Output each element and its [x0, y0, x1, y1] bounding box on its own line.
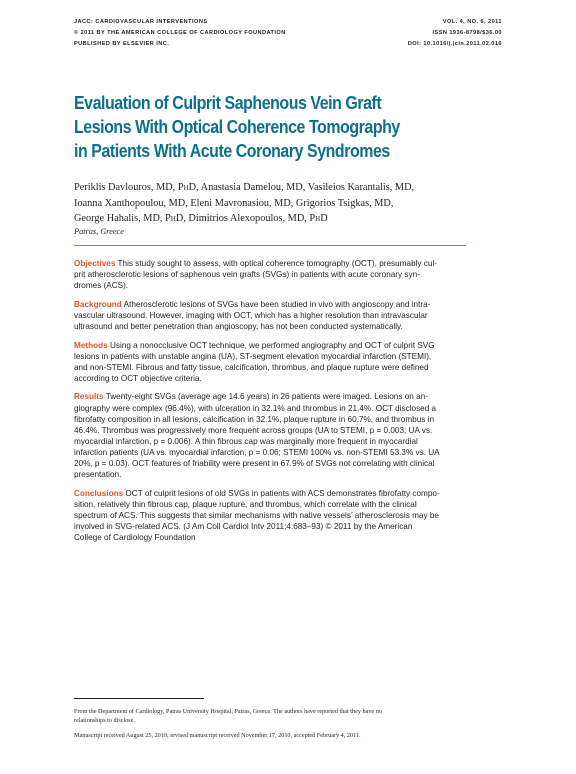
publisher-line: PUBLISHED BY ELSEVIER INC. — [74, 41, 170, 47]
title-line-3: in Patients With Acute Coronary Syndromes — [74, 140, 390, 161]
author-line-3: George Hahalis, MD, PhD, Dimitrios Alexopoulos, MD, PhD — [74, 213, 328, 225]
journal-header-left — [74, 17, 286, 50]
footnote-line-1: From the Department of Cardiology, Patras University Hospital, Patras, Greece. The authors have reported that they have no — [74, 708, 382, 715]
journal-header-right — [408, 17, 502, 50]
results-section: Results Twenty-eight SVGs (average age 14.6 years) in 26 patients were imaged. Lesions on an- giography were complex (96.4%), with ulceration in 32.1% and thrombus in 21.4%. OCT disclosed a fibrofatty composition in all lesions, calcification in 32.1%, plaque rupture in 60.7%, and thrombus in 46.4%. Thrombus was progressively more frequent across groups (UA to STEMI, p = 0.003; UA vs. myocardial infarction, p = 0.006). A thin fibrous cap was marginally more frequent in myocardial infarction patients (UA vs. myocardial infarction, p = 0.06; STEMI 100% vs. non-STEMI 53.3% vs. UA 20%, p = 0.03). OCT features of friability were present in 67.9% of SVGs not correlating with clinical presentation. — [74, 392, 440, 480]
journal-name: JACC: CARDIOVASCULAR INTERVENTIONS — [74, 19, 208, 25]
affiliation: Patras, Greece — [74, 227, 124, 236]
results-heading: Results — [74, 392, 104, 402]
article-title — [74, 91, 435, 163]
footnote-divider — [74, 698, 204, 699]
background-section: Background Atherosclerotic lesions of SVGs have been studied in vivo with angioscopy and intra- vascular ultrasound. However, imaging with OCT, which has a higher resolution than intravascular ultrasound and better penetration than angioscopy, has not been conducted systematically. — [74, 299, 431, 331]
abstract — [74, 258, 466, 551]
conclusions-heading: Conclusions — [74, 488, 124, 498]
issn-line: ISSN 1936-8798/$36.00 — [432, 30, 502, 36]
conclusions-section: Conclusions OCT of culprit lesions of old SVGs in patients with ACS demonstrates fibrofatty compo- sition, relatively thin fibrous cap, plaque rupture, and thrombus, which correlate with the clinical spectrum of ACS. This suggests that similar mechanisms with native vessels’ atherosclerosis may be involved in SVG-related ACS. (J Am Coll Cardiol Intv 2011;4:683–93) © 2011 by the American College of Cardiology Foundation — [74, 488, 440, 543]
objectives-section: Objectives This study sought to assess, with optical coherence tomography (OCT), presumably cul- prit atherosclerotic lesions of saphenous vein grafts (SVGs) in patients with acute coronary syn- dromes (ACS). — [74, 259, 437, 291]
footnote — [74, 707, 474, 740]
author-line-2: Ioanna Xanthopoulou, MD, Eleni Mavronasiou, MD, Grigorios Tsigkas, MD, — [74, 197, 394, 209]
section-divider — [74, 245, 466, 246]
objectives-heading: Objectives — [74, 259, 116, 268]
methods-heading: Methods — [74, 340, 108, 350]
author-line-1: Periklis Davlouros, MD, PhD, Anastasia Damelou, MD, Vasileios Karantalis, MD, — [74, 182, 415, 193]
title-line-1: Evaluation of Culprit Saphenous Vein Graft — [74, 92, 382, 113]
volume-line: VOL. 4, NO. 6, 2011 — [442, 19, 502, 25]
author-list — [74, 180, 504, 227]
manuscript-dates: Manuscript received August 25, 2010; revised manuscript received November 17, 2010, accepted February 4, 2011. — [74, 732, 361, 739]
background-heading: Background — [74, 299, 122, 309]
title-line-2: Lesions With Optical Coherence Tomography — [74, 116, 400, 137]
copyright-line: © 2011 BY THE AMERICAN COLLEGE OF CARDIOLOGY FOUNDATION — [74, 30, 286, 36]
methods-section: Methods Using a nonocclusive OCT technique, we performed angiography and OCT of culprit SVG lesions in patients with unstable angina (UA), ST-segment elevation myocardial infarction (STEMI), and non-STEMI. Fibrous and fatty tissue, calcification, thrombus, and plaque rupture were defined according to OCT objective criteria. — [74, 340, 435, 383]
footnote-line-2: relationships to disclose. — [74, 717, 136, 724]
doi-line: DOI: 10.1016/j.jcin.2011.02.016 — [407, 41, 502, 47]
